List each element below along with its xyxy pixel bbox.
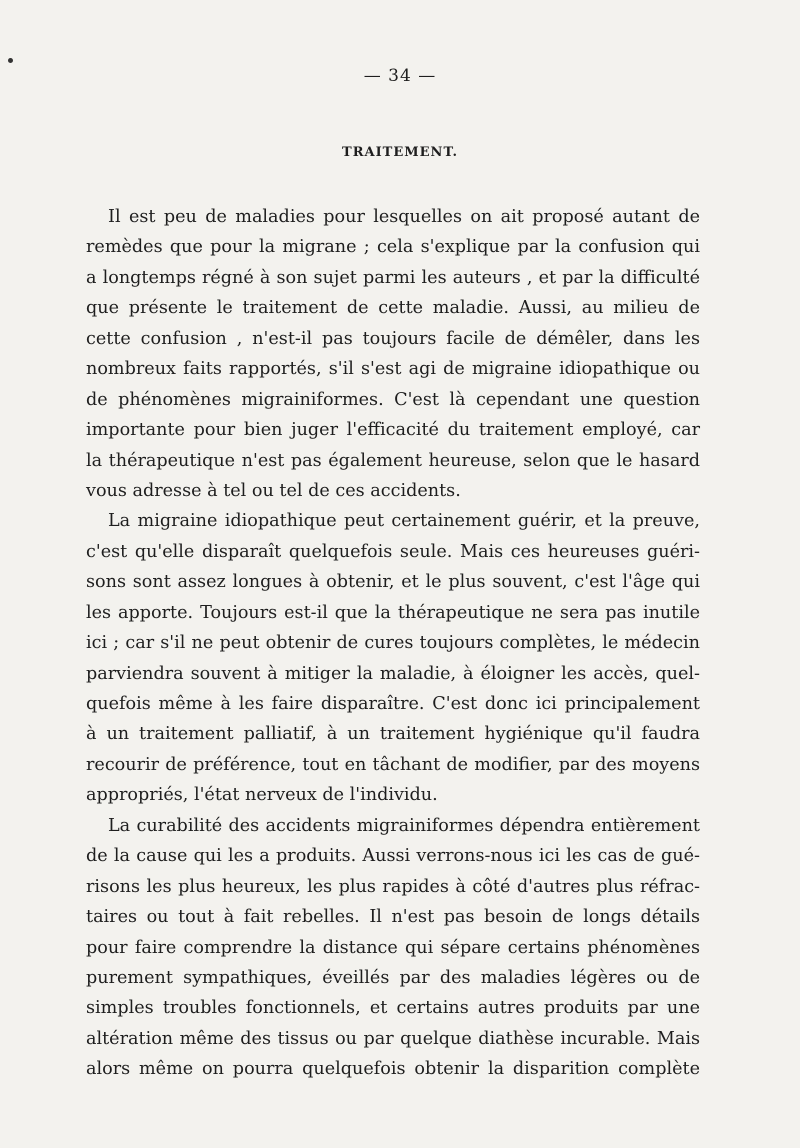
text-line: la thérapeutique n'est pas également heureuse, selon que le hasard: [86, 450, 700, 471]
paragraph-2: [86, 506, 700, 810]
text-line: recourir de préférence, tout en tâchant de modifier, par des moyens: [86, 754, 700, 775]
text-line: que présente le traitement de cette maladie. Aussi, au milieu de: [86, 298, 700, 319]
ink-spot: [8, 58, 13, 63]
text-line: vous adresse à tel ou tel de ces accidents.: [86, 480, 461, 501]
text-line: purement sympathiques, éveillés par des maladies légères ou de: [86, 967, 700, 988]
paragraph-1: [86, 202, 700, 506]
section-heading: TRAITEMENT.: [342, 145, 458, 160]
text-line: de phénomènes migrainiformes. C'est là cependant une question: [86, 389, 700, 410]
text-line: les apporte. Toujours est-il que la thérapeutique ne sera pas inutile: [86, 602, 700, 623]
text-line: cette confusion , n'est-il pas toujours facile de démêler, dans les: [86, 328, 700, 349]
text-line: remèdes que pour la migrane ; cela s'explique par la confusion qui: [86, 237, 700, 258]
text-line: c'est qu'elle disparaît quelquefois seule. Mais ces heureuses guéri-: [86, 541, 700, 562]
text-line: de la cause qui les a produits. Aussi verrons-nous ici les cas de gué-: [86, 846, 700, 867]
text-line: appropriés, l'état nerveux de l'individu.: [86, 785, 438, 806]
text-line: a longtemps régné à son sujet parmi les auteurs , et par la difficulté: [86, 267, 700, 288]
text-line: quefois même à les faire disparaître. C'est donc ici principalement: [86, 694, 700, 714]
text-line: taires ou tout à fait rebelles. Il n'est pas besoin de longs détails: [86, 907, 700, 928]
text-line: sons sont assez longues à obtenir, et le plus souvent, c'est l'âge qui: [86, 572, 700, 593]
text-line: importante pour bien juger l'efficacité du traitement employé, car: [86, 420, 700, 441]
text-line: ici ; car s'il ne peut obtenir de cures toujours complètes, le médecin: [86, 633, 700, 654]
text-line: à un traitement palliatif, à un traitement hygiénique qu'il faudra: [86, 724, 700, 745]
text-line: La migraine idiopathique peut certainement guérir, et la preuve,: [108, 511, 700, 532]
text-line: La curabilité des accidents migrainiformes dépendra entièrement: [108, 815, 700, 836]
text-line: alors même on pourra quelquefois obtenir la disparition complète: [86, 1059, 700, 1080]
text-line: nombreux faits rapportés, s'il s'est agi de migraine idiopathique ou: [86, 359, 700, 380]
text-line: simples troubles fonctionnels, et certains autres produits par une: [86, 998, 700, 1019]
page-number: — 34 —: [363, 66, 437, 86]
text-line: parviendra souvent à mitiger la maladie, à éloigner les accès, quel-: [86, 663, 700, 684]
text-line: altération même des tissus ou par quelque diathèse incurable. Mais: [86, 1028, 700, 1049]
text-line: pour faire comprendre la distance qui sépare certains phénomènes: [86, 937, 700, 958]
text-line: Il est peu de maladies pour lesquelles on ait proposé autant de: [108, 207, 700, 227]
text-line: risons les plus heureux, les plus rapides à côté d'autres plus réfrac-: [86, 876, 700, 897]
body-text: [86, 202, 700, 1085]
paragraph-3: [86, 811, 700, 1085]
